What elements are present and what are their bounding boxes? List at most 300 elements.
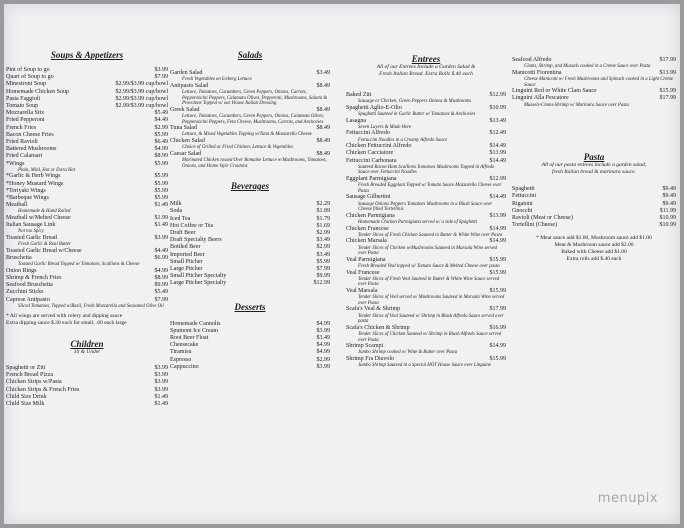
menu-item [512, 222, 676, 229]
menu-item [6, 188, 168, 195]
menu-item-price: $3.99 [154, 386, 168, 393]
menu-item-description: Lettuce, & Mixed Vegetables Topping w/Tuna & Mozzarella Cheese [182, 132, 312, 138]
pasta-list [512, 186, 676, 229]
menu-item-name: Fettuccini Carbonara [346, 157, 397, 164]
pasta-note-4: Extra rolls add $.40 each [566, 255, 622, 262]
desserts-list [170, 321, 330, 371]
menu-item-name: Milk [170, 201, 182, 208]
menu-item-price: $3.99 [154, 67, 168, 73]
menu-item-price: $2.99 [316, 229, 330, 236]
menu-item [6, 173, 168, 180]
menu-item-name: Child Size Milk [6, 401, 45, 408]
menu-item-price: $9.49 [662, 186, 676, 193]
menu-item [170, 321, 330, 328]
menu-item-price: $9.49 [662, 200, 676, 207]
menu-item-price: $15.99 [489, 269, 506, 276]
menu-item-name: Meatball [6, 202, 28, 209]
menu-item [346, 143, 506, 150]
menu-item-name: Bottled Beer [170, 244, 201, 251]
menu-item-name: Chicken Strips & French Fries [6, 386, 80, 393]
menu-item [170, 357, 330, 364]
menu-item-description: Fettuccini Noodles in a Creamy Alfredo Sauce [358, 137, 448, 143]
menu-item-description: Lettuce, Tomatoes, Cucumbers, Green Peppers, Onions, Carrots, Pepperoncini Peppers, Calamata Olives, Pepperoni, Mushrooms, Salami & Provolone Topped w/ our House Italian Dressing [182, 90, 328, 107]
seafood-list [512, 57, 676, 108]
dipping-note: Extra dipping sauce $.30 each for small, .60 each large [6, 320, 127, 327]
menu-item-description: Lettuce, Tomatoes, Cucumbers, Green Peppers, Onions, Calamata Olives, Pepperoncini Peppers, Feta Cheese, Mushrooms, Carrots, and Anchovies [182, 113, 325, 125]
menu-item [346, 343, 506, 350]
menu-item-name: Chicken Cacciatore [346, 150, 394, 157]
menu-item-price: $2.29 [316, 201, 330, 208]
menu-item [170, 259, 330, 266]
children-subtitle: 10 & Under [73, 349, 101, 356]
menu-item-name: Mozzarella Stix [6, 110, 45, 117]
menu-item-name: Fried Calamari [6, 153, 43, 160]
menu-item-name: French Fries [6, 124, 37, 131]
menu-item-name: Manicotti Fiorentina [512, 69, 562, 76]
menu-item-name: Small Pitcher Specialty [170, 273, 227, 280]
menu-item [6, 365, 168, 372]
menu-item [346, 158, 506, 165]
menu-item [346, 226, 506, 233]
menu-item [6, 132, 168, 139]
menu-item-price: $6.49 [154, 139, 168, 146]
menu-item-price: $3.49 [316, 335, 330, 341]
menu-item [346, 306, 506, 313]
menu-item [170, 151, 330, 158]
menu-item [512, 186, 676, 193]
menu-item-price: $7.99 [316, 265, 330, 272]
menu-item [6, 222, 168, 229]
menu-item-price: $3.99 [154, 372, 168, 379]
menu-item [6, 161, 168, 168]
menu-item [6, 181, 168, 188]
menu-item [6, 379, 168, 386]
menu-item-price: $5.99 [154, 173, 168, 180]
menu-item [346, 92, 506, 99]
menu-item [170, 273, 330, 280]
menu-item-name: Draft Specialty Beers [170, 237, 222, 244]
menu-item-price: $4.99 [316, 342, 330, 349]
menu-item-price: $8.49 [316, 125, 330, 132]
menu-item-price: $10.99 [659, 222, 676, 229]
menu-item [170, 349, 330, 356]
menu-item-name: Draft Beer [170, 229, 196, 236]
menu-item-price: $9.49 [662, 193, 676, 200]
menu-item-name: Garden Salad [170, 70, 203, 76]
menu-item-name: Spumoni Ice Cream [170, 327, 218, 334]
menu-item-name: Ravioli (Meat or Cheese) [512, 215, 573, 221]
pasta-note-3: Baked with Cheese add $1.00 [561, 249, 627, 255]
menu-item [170, 208, 330, 215]
menu-item-description: Sauteed Bacon Ham Scallions Tomatoes Mushrooms Topped in Alfredo Sauce over Fettuccini Noodles [358, 164, 495, 176]
menu-item [346, 238, 506, 245]
menu-item-name: Homemade Cannolis [170, 320, 221, 327]
pasta-note-1: * Meat sauce add $1.00, Mushroom sauce add $1.00 [536, 235, 652, 242]
menu-item-price: $5.99 [316, 258, 330, 265]
menu-item-name: *Wings [6, 160, 25, 167]
menu-item-price: $4.49 [154, 117, 168, 124]
menu-item-description: Homemade & Hand Rolled [18, 209, 71, 215]
menu-item-price: $8.99 [154, 153, 168, 160]
menu-item-name: Fried Pepperoni [6, 117, 45, 124]
salads-list [170, 70, 330, 169]
menu-item [170, 237, 330, 244]
menu-item [6, 401, 168, 408]
menu-item [6, 289, 168, 296]
menu-item [6, 81, 168, 88]
menu-item-description: Jumbo Shrimp cooked w/ Wine & Butter over Pasta [358, 350, 458, 356]
menu-item-price: $5.99 [154, 160, 168, 167]
menu-item-price: $16.99 [489, 324, 506, 331]
menu-item-price: $2.99/$3.99 cup/bowl [115, 95, 168, 102]
menu-item [6, 215, 168, 222]
menu-item [346, 288, 506, 295]
pasta-subtitle-2: fresh Italian bread & marinara sauce. [552, 169, 636, 176]
menu-item-price: $17.99 [659, 57, 676, 63]
menu-item [6, 394, 168, 401]
menu-item-name: Bruschetta [6, 255, 32, 262]
menu-item-name: Chicken Marsala [346, 238, 387, 245]
menu-item-price: $14.49 [489, 143, 506, 150]
children-heading: Children [70, 339, 104, 350]
menu-item-price: $10.99 [659, 215, 676, 221]
menu-item [6, 255, 168, 262]
menu-item [170, 244, 330, 251]
menu-item-description: Spaghetti Sauteed in Garlic Butter w/ Tomatoes & Anchovies [358, 112, 476, 117]
menu-item-description: Sausage or Chicken, Green Peppers Onions & Mushrooms [358, 99, 472, 105]
menu-item [512, 88, 676, 95]
menu-item-description: Jumbo Shrimp Sauteed in a Special HOT House Sauce over Linguine [358, 363, 491, 369]
menu-item [170, 342, 330, 349]
menu-item-name: Cappuccino [170, 363, 199, 370]
menu-item-name: Pasta Faggioli [6, 95, 41, 102]
menu-item-price: $5.99 [154, 131, 168, 138]
menu-item-price: $6.99 [154, 255, 168, 262]
menu-item-name: *Honey Mustard Wings [6, 180, 64, 187]
menu-item [170, 252, 330, 259]
beverages-heading: Beverages [231, 181, 269, 192]
menu-item-price: $7.99 [154, 74, 168, 81]
salads-heading: Salads [237, 50, 263, 60]
menu-item-description: Fresh Vegetables on Iceberg Lettuce [182, 77, 252, 83]
menu-item-name: Soda [170, 208, 182, 215]
menu-item-name: Child Size Drink [6, 393, 47, 400]
menu-item-name: Sausage Gilbertini [346, 194, 391, 201]
desserts-heading: Desserts [234, 301, 266, 312]
menu-item [6, 96, 168, 103]
menu-item-price: $13.49 [489, 117, 506, 124]
menu-item-name: Hot Coffee or Tea [170, 222, 214, 229]
menu-item [170, 335, 330, 342]
menu-item-price: $4.99 [316, 349, 330, 356]
menu-item-price: $8.49 [316, 150, 330, 157]
menu-item-price: $15.99 [489, 287, 506, 294]
menu-item-name: Small Pitcher [170, 258, 203, 265]
menu-item-name: Large Pitcher [170, 265, 203, 272]
menu-item-name: *Garlic & Herb Wings [6, 173, 61, 180]
menu-item [512, 208, 676, 215]
wings-note: * All wings are served with celery and dipping sauce [6, 313, 123, 320]
entrees-subtitle-2: Fresh Italian Bread. Extra Rolls $.40 each [379, 71, 473, 77]
menu-item-name: Root Beer Float [170, 335, 209, 341]
menu-item-price: $3.49 [316, 70, 330, 76]
menu-item-name: Tomato Soup [6, 103, 39, 110]
entrees-list [346, 92, 506, 369]
menu-item [512, 70, 676, 77]
menu-item-price: $14.49 [489, 157, 506, 164]
menu-item [346, 257, 506, 264]
menu-item [170, 70, 330, 77]
menu-item-price: $2.99 [316, 244, 330, 251]
menu-item-name: Italian Sausage Link [6, 222, 56, 229]
menu-item [512, 201, 676, 208]
menu-item-name: Shrimp Scampi [346, 343, 384, 350]
menu-item-name: Pint of Soup to go [6, 67, 50, 73]
menu-item-name: Shrimp Fra Diavolo [346, 355, 394, 362]
menu-item-name: Veal Marsala [346, 287, 378, 294]
menu-item [512, 95, 676, 102]
menu-item [6, 387, 168, 394]
menu-item-name: Bacon Cheese Fries [6, 131, 54, 138]
menu-item-description: Toasted Garlic Bread Topped w/ Tomatoes, Scallions & Cheese [18, 262, 140, 268]
menu-item-description: Not too Spicy [18, 229, 44, 235]
menu-item-name: Spaghetti or Ziti [6, 365, 46, 372]
menu-item-price: $10.99 [489, 104, 506, 111]
menu-item-price: $4.49 [154, 247, 168, 254]
menu-item [6, 110, 168, 117]
menu-item-name: Caprese Antipasto [6, 296, 50, 303]
menu-item-name: Eggplant Parmigiana [346, 175, 397, 182]
menu-item-price: $14.49 [489, 194, 506, 201]
beverages-list [170, 201, 330, 287]
menu-item-price: $5.49 [154, 110, 168, 117]
menu-item-name: *Teriyaki Wings [6, 187, 46, 194]
menu-item [346, 105, 506, 112]
menu-item-price: $2.99/$3.99 cup/bowl [115, 103, 168, 110]
menu-item-price: $1.89 [316, 208, 330, 215]
menu-item-description: Sliced Tomatoes, Topped w/Basil, Fresh Mozzarella and Seasoned Olive Oil [18, 303, 164, 309]
menu-item-name: Veal Parmigiana [346, 256, 386, 263]
menu-item-price: $1.49 [154, 222, 168, 229]
menu-item-name: Quart of Soup to go [6, 74, 54, 81]
menu-item-price: $3.99 [154, 365, 168, 372]
soups-heading: Soups & Appetizers [50, 50, 124, 60]
menu-item-name: Fried Ravioli [6, 139, 38, 146]
menu-item-price: $14.99 [489, 225, 506, 232]
menu-item [6, 248, 168, 255]
menu-item-name: Iced Tea [170, 215, 191, 222]
menu-item-name: Espresso [170, 356, 192, 363]
menu-item [170, 364, 330, 371]
menu-item [512, 57, 676, 64]
menu-item-price: $4.99 [154, 146, 168, 153]
menu-item-name: Battered Mushrooms [6, 146, 57, 153]
menu-item-price: $14.99 [489, 238, 506, 245]
menu-item [6, 195, 168, 202]
menu-item-price: $7.99 [154, 296, 168, 303]
menu-item-price: $17.99 [659, 95, 676, 102]
menu-item-name: Tuna Salad [170, 125, 197, 132]
menu-item [346, 325, 506, 332]
menu-item [6, 89, 168, 96]
menu-item-price: $12.99 [313, 280, 330, 287]
menu-item-price: $13.99 [489, 150, 506, 157]
menu-item-price: $5.49 [154, 289, 168, 296]
column-salads [170, 50, 330, 371]
menu-item [6, 103, 168, 110]
menu-item [6, 153, 168, 160]
menu-item-price: $2.99/$3.99 cup/bowl [115, 81, 168, 88]
column-entrees [346, 54, 506, 369]
menu-item-name: Shrimp & French Fries [6, 275, 62, 282]
menu-item-name: Spaghetti [512, 186, 535, 193]
menu-item [170, 107, 330, 114]
menu-item-price: $3.49 [316, 237, 330, 244]
menu-item-price: $3.99 [154, 379, 168, 386]
menu-item-name: Chicken Francese [346, 225, 389, 232]
menu-item-price: $1.99 [154, 215, 168, 222]
menu-item-name: Cheesecake [170, 342, 199, 349]
menu-item-price: $5.99 [154, 195, 168, 202]
menu-item-name: Meatball w/Melted Cheese [6, 215, 71, 222]
menu-item-name: Toasted Garlic Bread w/Cheese [6, 247, 82, 254]
menu-item-description: Sausage Onions Peppers Tomatoes Mushrooms in a Blush Sauce over Cheese filled Tortellinis [358, 201, 493, 213]
menu-item-name: Onion Rings [6, 267, 37, 274]
menu-item-price: $12.99 [489, 175, 506, 182]
menu-item-name: Zucchini Sticks [6, 289, 44, 296]
menu-item-price: $15.99 [489, 256, 506, 263]
menu-item-description: Plain, Mild, Hot or Extra Hot [18, 167, 76, 173]
pasta-subtitle-1: All of our pasta entrees include a garden salad, [541, 162, 647, 169]
watermark-logo: menupix [597, 491, 658, 506]
menu-item [170, 83, 330, 90]
menu-item-price: $3.49 [316, 251, 330, 258]
soups-list [6, 67, 168, 309]
menu-item-description: Fresh Breaded Eggplant Topped w/ Tomato Sauce Mozzarella Cheese over Pasta [358, 183, 502, 194]
menu-item-price: $4.99 [154, 267, 168, 274]
menu-item-price: $1.69 [316, 222, 330, 229]
menu-item-description: Seven Layers & Made Here [358, 124, 412, 130]
menu-item-price: $5.99 [154, 180, 168, 187]
menu-item-name: Homemade Chicken Soup [6, 88, 69, 95]
menu-item [170, 125, 330, 132]
menu-item-name: Minestroni Soup [6, 81, 47, 88]
menu-item-price: $1.79 [316, 215, 330, 222]
children-list [6, 365, 168, 408]
menu-item-price: $5.99 [154, 187, 168, 194]
menu-item [170, 201, 330, 208]
menu-item-price: $14.99 [489, 343, 506, 350]
menu-item [346, 130, 506, 137]
menu-item-name: Tiramisu [170, 349, 192, 356]
menu-item-name: Large Pitcher Specialty [170, 280, 227, 287]
menu-item-price: $8.99 [154, 275, 168, 282]
menu-item [170, 223, 330, 230]
menu-item [346, 213, 506, 220]
menu-item-price: $8.49 [316, 106, 330, 113]
menu-item [346, 150, 506, 157]
menu-item [512, 193, 676, 200]
menu-item [346, 176, 506, 183]
menu-item-name: Imported Beer [170, 251, 205, 258]
menu-item-price: $8.49 [316, 137, 330, 144]
menu-item-price: $3.99 [154, 235, 168, 242]
menu-item-description: Tender Slices of Fresh Veal Sauteed in Butter & White Wine Sauce served over Pasta [358, 276, 500, 288]
pasta-note-2: Meat & Mushroom sauce add $2.00 [554, 242, 634, 249]
menu-item-price: $13.99 [489, 212, 506, 219]
menu-item-name: Chicken Strips w/Pasta [6, 379, 62, 386]
menu-item-description: Choice of Grilled or Fried Chicken, Lettuce & Vegetables [182, 145, 293, 151]
menu-item-name: Caesar Salad [170, 150, 202, 157]
menu-item [6, 146, 168, 153]
menu-item-name: Antipasto Salad [170, 82, 209, 89]
menu-item-price: $2.99 [154, 124, 168, 131]
menu-item [6, 282, 168, 289]
menu-item-price: $2.99/$3.99 cup/bowl [115, 88, 168, 95]
menu-item-description: Tender Slices of Veal served w/ Mushrooms Sauteed in Marsala Wine served over Pasta [358, 295, 505, 306]
menu-item-description: Cheese Manicotti w/ Fresh Mushrooms and Spinach cooked in a Light Crème Sauce [524, 77, 673, 88]
menu-item-name: Seafood Bruschetta [6, 282, 53, 289]
menu-item [170, 216, 330, 223]
menu-item-description: Tender Slices of Veal Sauteed w/ Shrimp in Blush Alfredo Sauce served over pasta [358, 313, 504, 325]
menu-item-name: Rigatoni [512, 200, 533, 207]
menu-item-price: $1.49 [154, 393, 168, 400]
menu-item [6, 139, 168, 146]
menu-item [346, 270, 506, 277]
menu-item [6, 372, 168, 379]
menu-item-name: Seafood Alfredo [512, 57, 552, 63]
menu-item-price: $1.49 [154, 202, 168, 209]
entrees-subtitle-1: All of our Entrees Include a Garden Salad & [376, 64, 476, 70]
menu-item-price: $11.99 [659, 207, 676, 214]
menu-item [170, 280, 330, 287]
menu-item-description: Mussels-Clams-Shrimp w/ Marinara Sauce over Pasta [524, 102, 629, 108]
menu-item-name: Lasagna [346, 117, 366, 124]
menu-item-description: Clams, Shrimp, and Mussels cooked in a Creme Sauce over Pasta [524, 64, 651, 70]
menu-item-description: Fresh Garlic & Real Butter [18, 242, 71, 248]
menu-item-price: $3.99 [316, 363, 330, 370]
column-pasta [512, 57, 676, 263]
menu-item-name: Baked Ziti [346, 92, 372, 98]
menu-item-name: Chicken Fettuccini Alfredo [346, 143, 412, 150]
menu-item-description: Homemade Chicken Parmigiana served w/ a side of Spaghetti [358, 219, 478, 225]
entrees-heading: Entrees [411, 54, 441, 64]
menu-item-name: Fettuccini Alfredo [346, 130, 390, 137]
menu-item [6, 117, 168, 124]
column-soups [6, 50, 168, 408]
menu-item-price: $4.99 [316, 320, 330, 327]
menu-item-name: Chicken Salad [170, 137, 205, 144]
menu-item-description: Tender Slices of Chicken Sauteed w/ Shrimp in Blush Alfredo Sauce served over Pasta [358, 331, 502, 343]
menu-item-name: French Bread Pizza [6, 372, 53, 379]
menu-item-price: $8.49 [316, 82, 330, 89]
menu-item-price: $12.99 [489, 92, 506, 98]
menu-item-name: Chicken Parmigiana [346, 212, 395, 219]
menu-item-price: $3.99 [316, 327, 330, 334]
menu-item-price: $9.99 [154, 282, 168, 289]
menu-item [6, 297, 168, 304]
menu-item-name: Scafa's Veal & Shrimp [346, 306, 401, 313]
menu-item-price: $15.99 [659, 88, 676, 95]
menu-item-price: $1.49 [154, 401, 168, 408]
menu-item-price: $2.99 [316, 356, 330, 363]
menu-item [170, 138, 330, 145]
menu-item-name: Linguini Alla Pescatore [512, 95, 569, 102]
menu-item [170, 266, 330, 273]
menu-item [346, 118, 506, 125]
menu-item [346, 356, 506, 363]
menu-item-name: *Barbeque Wings [6, 195, 49, 202]
